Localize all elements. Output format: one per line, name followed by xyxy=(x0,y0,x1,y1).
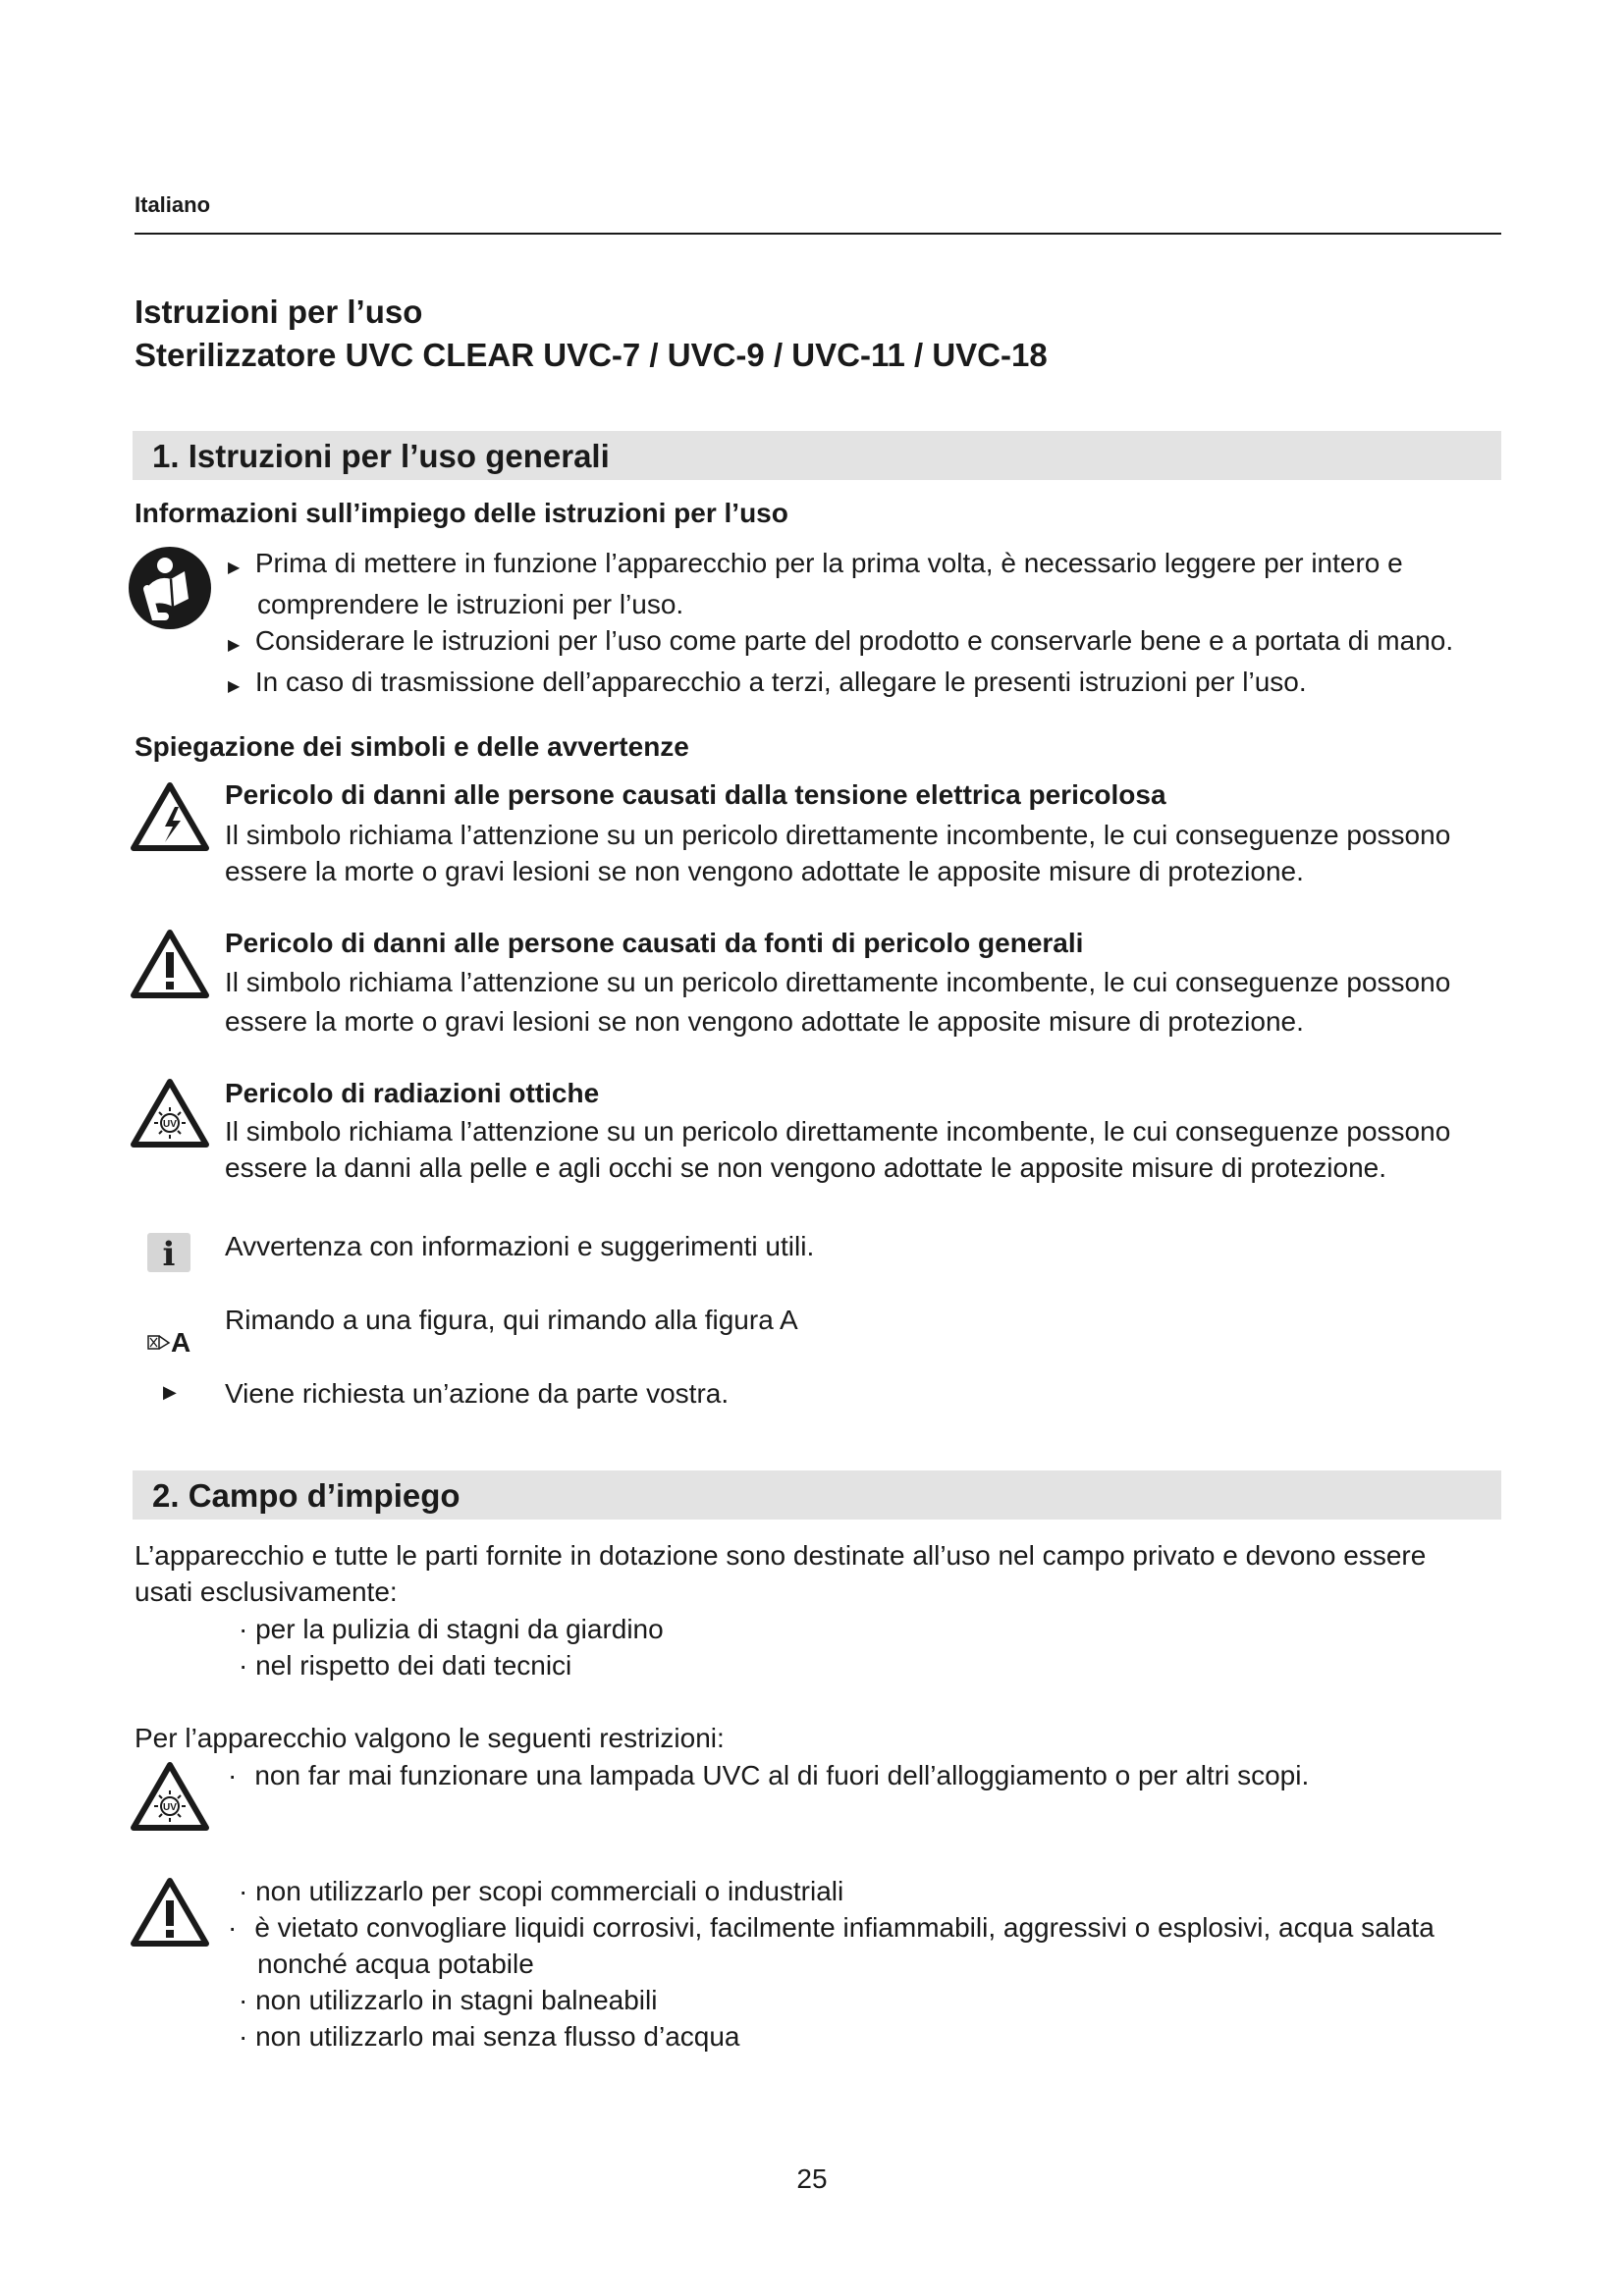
section-2-heading-bar xyxy=(133,1470,1501,1520)
warning-title: Pericolo di radiazioni ottiche xyxy=(225,1078,600,1108)
uses-list xyxy=(239,1611,664,1683)
general-hazard-icon xyxy=(130,1877,210,1948)
list-item: · non utilizzarlo in stagni balneabili xyxy=(239,1985,658,2015)
uv-radiation-icon xyxy=(130,1078,210,1148)
restrictions-intro: Per l’apparecchio valgono le seguenti restrizioni: xyxy=(135,1723,725,1753)
figure-arrow-icon xyxy=(147,1333,171,1353)
page-number: 25 xyxy=(796,2163,828,2194)
section-2-heading: 2. Campo d’impiego xyxy=(152,1477,460,1514)
figure-text: Rimando a una figura, qui rimando alla figura A xyxy=(225,1305,798,1335)
warning-text: Il simbolo richiama l’attenzione su un pericolo direttamente incombente, le cui conseguenze possono xyxy=(225,1116,1451,1147)
list-item: nonché acqua potabile xyxy=(257,1949,534,1979)
electrical-hazard-icon xyxy=(130,781,210,852)
info-icon: i xyxy=(147,1233,190,1272)
symbols-heading: Spiegazione dei simboli e delle avvertenze xyxy=(135,731,689,762)
list-item: ▶ Prima di mettere in funzione l’apparecchio per la prima volta, è necessario leggere per intero e xyxy=(228,548,1403,578)
warning-text: essere la morte o gravi lesioni se non vengono adottate le apposite misure di protezione. xyxy=(225,1006,1304,1037)
warning-title: Pericolo di danni alle persone causati dalla tensione elettrica pericolosa xyxy=(225,779,1166,810)
figure-reference-label: A xyxy=(171,1327,191,1358)
list-item: · nel rispetto dei dati tecnici xyxy=(239,1650,572,1681)
restrictions-list xyxy=(228,1873,1435,2055)
figure-reference-symbol xyxy=(147,1327,190,1359)
bullet-list xyxy=(228,545,1453,705)
list-item: · è vietato convogliare liquidi corrosivi, facilmente infiammabili, aggressivi o esplosivi, acqua salata xyxy=(228,1912,1435,1943)
uv-icon-label: UV xyxy=(163,1119,177,1130)
intro-line: usati esclusivamente: xyxy=(135,1576,398,1607)
list-item: · non utilizzarlo mai senza flusso d’acqua xyxy=(239,2021,740,2052)
warning-text: Il simbolo richiama l’attenzione su un pericolo direttamente incombente, le cui conseguenze possono xyxy=(225,820,1451,850)
info-text: Avvertenza con informazioni e suggerimenti utili. xyxy=(225,1231,815,1261)
warning-title: Pericolo di danni alle persone causati da fonti di pericolo generali xyxy=(225,928,1084,958)
general-hazard-icon xyxy=(130,929,210,999)
info-usage-heading: Informazioni sull’impiego delle istruzioni per l’uso xyxy=(135,498,788,528)
uv-icon-label: UV xyxy=(163,1802,177,1813)
action-text: Viene richiesta un’azione da parte vostra. xyxy=(225,1378,730,1409)
header-rule xyxy=(135,233,1501,235)
warning-text: essere la morte o gravi lesioni se non vengono adottate le apposite misure di protezione. xyxy=(225,856,1304,886)
title-line-2: Sterilizzatore UVC CLEAR UVC-7 / UVC-9 / UVC-11 / UVC-18 xyxy=(135,337,1048,373)
uv-radiation-icon xyxy=(130,1761,210,1832)
warning-text: essere la danni alla pelle e agli occhi se non vengono adottate le apposite misure di protezione. xyxy=(225,1152,1386,1183)
list-item: ▶ In caso di trasmissione dell’apparecchio a terzi, allegare le presenti istruzioni per l’uso. xyxy=(228,667,1307,697)
section-1-heading: 1. Istruzioni per l’uso generali xyxy=(152,438,610,474)
list-item: · per la pulizia di stagni da giardino xyxy=(239,1614,664,1644)
list-item: comprendere le istruzioni per l’uso. xyxy=(257,589,684,619)
section-2-intro xyxy=(135,1537,1426,1610)
list-item: · non utilizzarlo per scopi commerciali o industriali xyxy=(239,1876,844,1906)
title-line-1: Istruzioni per l’uso xyxy=(135,294,423,330)
read-manual-icon xyxy=(128,546,212,630)
language-label: Italiano xyxy=(135,192,211,217)
list-item: ▶ Considerare le istruzioni per l’uso come parte del prodotto e conservarle bene e a portata di mano. xyxy=(228,625,1454,656)
document-title xyxy=(135,291,1048,377)
uv-restriction-item: · non far mai funzionare una lampada UVC al di fuori dell’alloggiamento o per altri scopi. xyxy=(228,1760,1310,1790)
section-1-heading-bar xyxy=(133,431,1501,480)
warning-text: Il simbolo richiama l’attenzione su un pericolo direttamente incombente, le cui conseguenze possono xyxy=(225,967,1451,997)
intro-line: L’apparecchio e tutte le parti fornite in dotazione sono destinate all’uso nel campo privato e devono essere xyxy=(135,1540,1427,1571)
action-arrow-icon: ▶ xyxy=(163,1382,177,1402)
